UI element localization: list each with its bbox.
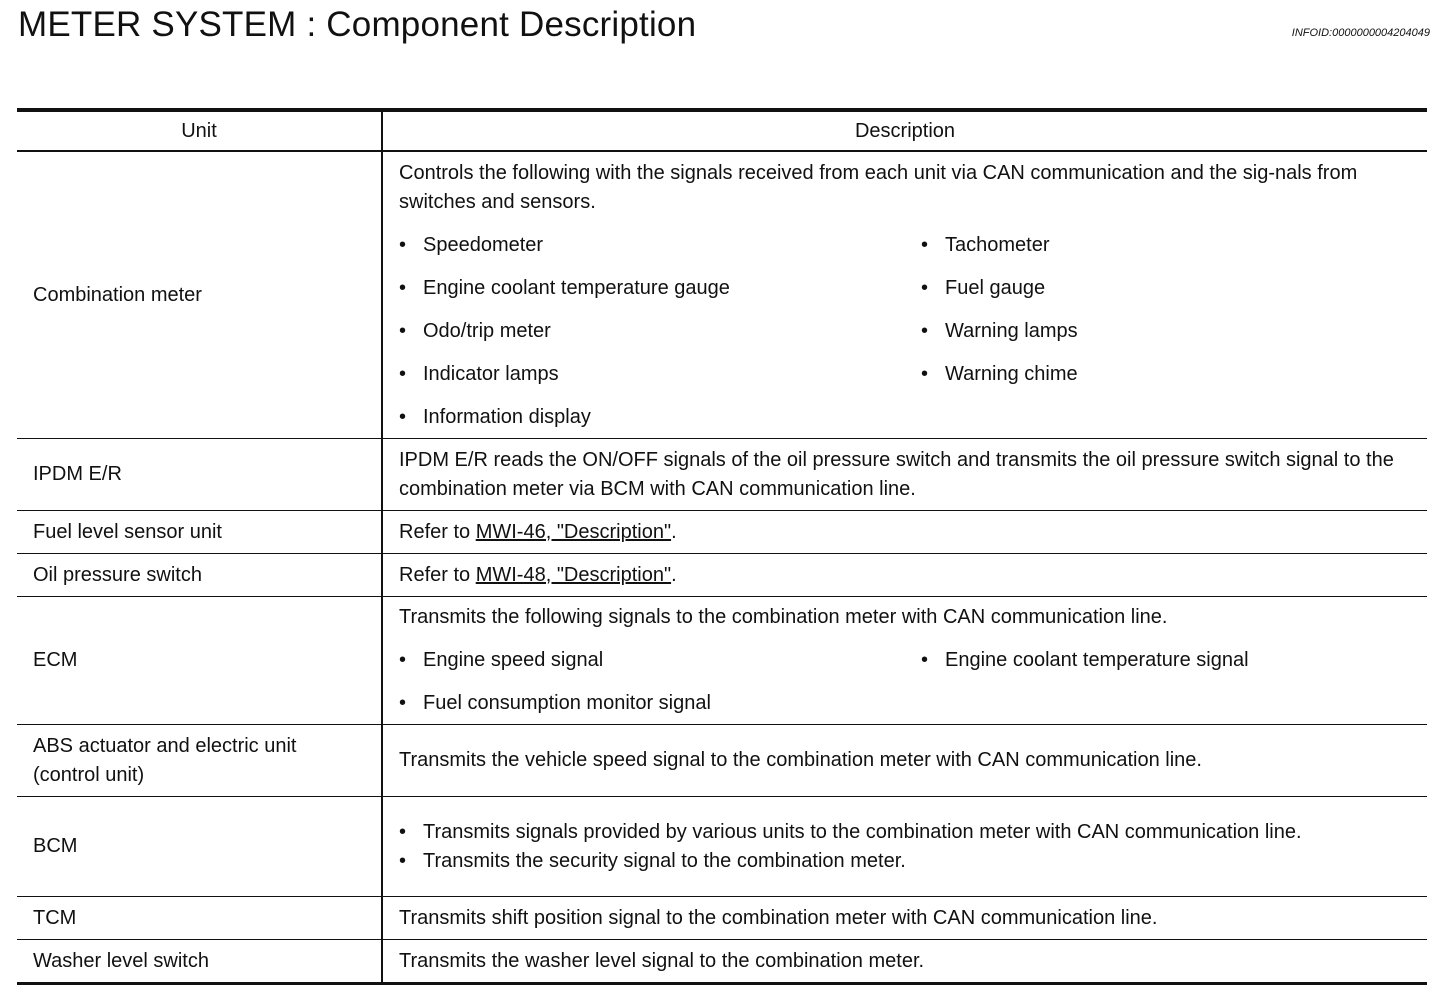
component-table <box>17 108 1427 985</box>
bullet-icon: • <box>399 692 407 714</box>
refer-text: Refer to <box>399 520 476 543</box>
bullet-icon: • <box>921 276 929 299</box>
list-item: • Engine coolant temperature gauge <box>399 274 921 303</box>
bullet-icon: • <box>399 849 407 872</box>
list-item: • Warning chime <box>921 360 1417 389</box>
bullet-list <box>399 231 1417 432</box>
unit-cell: TCM <box>17 897 382 940</box>
reference-link[interactable]: MWI-48, "Description" <box>475 563 672 586</box>
page-title: METER SYSTEM : Component Description <box>18 5 697 44</box>
unit-cell <box>17 725 382 797</box>
bullet-icon: • <box>399 233 407 256</box>
bullet-icon: • <box>399 362 407 385</box>
description-text: Controls the following with the signals received from each unit via CAN communication and the sig-nals from switches and sensors. <box>399 161 1358 213</box>
list-item: • Engine speed signal <box>399 646 921 675</box>
refer-suffix: . <box>671 520 677 543</box>
description-cell <box>382 554 1427 597</box>
unit-cell: ECM <box>17 597 382 725</box>
unit-cell: Fuel level sensor unit <box>17 511 382 554</box>
unit-cell: IPDM E/R <box>17 439 382 511</box>
bullet-icon: • <box>921 362 929 385</box>
bullet-list <box>399 646 1417 718</box>
description-cell <box>382 151 1427 439</box>
bullet-icon: • <box>399 276 407 299</box>
list-item: • Transmits the security signal to the combination meter. <box>399 847 1417 876</box>
table-row <box>17 797 1427 897</box>
description-cell: Transmits shift position signal to the combination meter with CAN communication line. <box>382 897 1427 940</box>
unit-cell: Washer level switch <box>17 940 382 984</box>
table-row <box>17 511 1427 554</box>
table-header-row <box>17 110 1427 151</box>
refer-text: Refer to <box>399 563 476 586</box>
description-cell: IPDM E/R reads the ON/OFF signals of the oil pressure switch and transmits the oil pressure switch signal to the combination meter via BCM with CAN communication line. <box>382 439 1427 511</box>
table-row <box>17 554 1427 597</box>
unit-cell: BCM <box>17 797 382 897</box>
refer-suffix: . <box>671 563 677 586</box>
bullet-icon: • <box>399 319 407 342</box>
list-item: • Warning lamps <box>921 317 1417 346</box>
bullet-icon: • <box>921 319 929 342</box>
table-row <box>17 439 1427 511</box>
description-cell <box>382 797 1427 897</box>
list-item: • Information display <box>399 403 921 432</box>
bullet-list <box>399 818 1417 876</box>
unit-cell: Oil pressure switch <box>17 554 382 597</box>
description-cell <box>382 597 1427 725</box>
bullet-icon: • <box>399 649 407 671</box>
unit-line: (control unit) <box>33 763 145 786</box>
column-header-description: Description <box>382 110 1427 151</box>
info-id: INFOID:0000000004204049 <box>1291 27 1430 39</box>
column-header-unit: Unit <box>17 110 382 151</box>
table-row <box>17 597 1427 725</box>
list-item: • Speedometer <box>399 231 921 260</box>
table-row <box>17 725 1427 797</box>
bullet-icon: • <box>921 649 929 671</box>
description-cell <box>382 511 1427 554</box>
list-item: • Fuel gauge <box>921 274 1417 303</box>
description-cell: Transmits the vehicle speed signal to the combination meter with CAN communication line. <box>382 725 1427 797</box>
bullet-icon: • <box>921 233 929 256</box>
list-item: • Odo/trip meter <box>399 317 921 346</box>
bullet-icon: • <box>399 405 407 428</box>
table-row <box>17 151 1427 439</box>
list-item: • Fuel consumption monitor signal <box>399 689 921 718</box>
list-item: • Transmits signals provided by various units to the combination meter with CAN communication line. <box>399 818 1417 847</box>
bullet-icon: • <box>399 820 407 843</box>
list-item: • Indicator lamps <box>399 360 921 389</box>
list-item: • Engine coolant temperature signal <box>921 646 1417 675</box>
unit-line: ABS actuator and electric unit <box>33 734 297 757</box>
list-item: • Tachometer <box>921 231 1417 260</box>
reference-link[interactable]: MWI-46, "Description" <box>475 520 672 543</box>
description-cell: Transmits the washer level signal to the combination meter. <box>382 940 1427 984</box>
table-row <box>17 940 1427 984</box>
unit-cell: Combination meter <box>17 151 382 439</box>
description-text: Transmits the following signals to the combination meter with CAN communication line. <box>399 606 1168 628</box>
table-row <box>17 897 1427 940</box>
